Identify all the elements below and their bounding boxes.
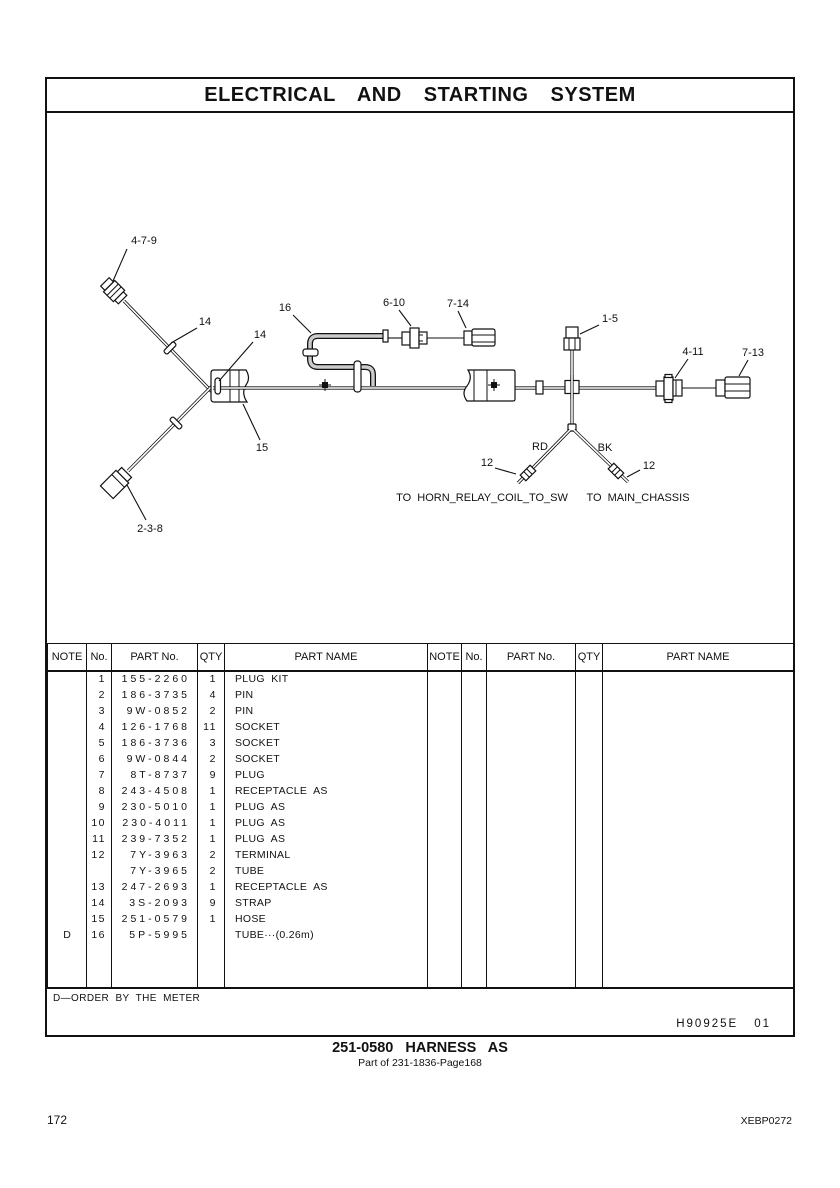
note-legend: D—ORDER BY THE METER: [53, 993, 201, 1004]
callout-7-13: 7-13: [741, 347, 765, 359]
header-part-no: PART No.: [112, 644, 198, 671]
leader-lines: [113, 249, 748, 520]
header-no: No.: [87, 644, 112, 671]
title-bar: [47, 79, 793, 113]
harness-diagram: [47, 113, 793, 645]
header-no: No.: [462, 644, 487, 671]
doc-code: [676, 1018, 771, 1030]
table-row: 13 247-2693 1 RECEPTACLE AS: [48, 879, 794, 895]
table-row: 4 126-1768 11 SOCKET: [48, 719, 794, 735]
part-subtitle: Part of 231-1836-Page168: [358, 1057, 482, 1069]
page-title: ELECTRICAL AND STARTING SYSTEM: [204, 84, 636, 106]
callout-7-14: 7-14: [446, 298, 470, 310]
destination-main-chassis: TO MAIN_CHASSIS: [586, 492, 690, 504]
header-note: NOTE: [48, 644, 87, 671]
tube-clamp: [303, 349, 318, 356]
tube-clamp: [354, 361, 361, 392]
table-row: 15 251-0579 1 HOSE: [48, 911, 794, 927]
header-part-name: PART NAME: [603, 644, 794, 671]
page-number: 172: [47, 1113, 68, 1127]
callout-14-b: 14: [253, 329, 267, 341]
header-note: NOTE: [428, 644, 462, 671]
connector-1-5: [564, 327, 580, 350]
media-number: XEBP0272: [740, 1115, 792, 1127]
hose-block-15: [211, 370, 249, 402]
callout-1-5: 1-5: [602, 313, 618, 325]
callout-4-11: 4-11: [682, 346, 704, 358]
parts-table-body: [48, 671, 794, 988]
callout-6-10: 6-10: [382, 297, 406, 309]
header-qty: QTY: [198, 644, 225, 671]
connector-7-13: [716, 377, 750, 398]
header-part-name: PART NAME: [225, 644, 428, 671]
connector-4-11: [656, 375, 682, 403]
table-row: 9 230-5010 1 PLUG AS: [48, 799, 794, 815]
callout-12-right: 12: [642, 460, 656, 472]
table-row: 5 186-3736 3 SOCKET: [48, 735, 794, 751]
table-row: 2 186-3735 4 PIN: [48, 687, 794, 703]
callout-2-3-8: 2-3-8: [137, 523, 163, 535]
destination-horn-relay: TO HORN_RELAY_COIL_TO_SW: [396, 492, 568, 504]
table-row: 7Y-3965 2 TUBE: [48, 863, 794, 879]
table-row: 8 243-4508 1 RECEPTACLE AS: [48, 783, 794, 799]
tube-16: [303, 330, 388, 392]
page-frame: [45, 77, 795, 1037]
callout-14-a: 14: [198, 316, 212, 328]
callout-4-7-9: 4-7-9: [131, 235, 157, 247]
table-row: 1 155-2260 1 PLUG KIT: [48, 671, 794, 687]
table-row: 11 239-7352 1 PLUG AS: [48, 831, 794, 847]
header-qty: QTY: [576, 644, 603, 671]
table-row: 3 9W-0852 2 PIN: [48, 703, 794, 719]
table-row: 12 7Y-3963 2 TERMINAL: [48, 847, 794, 863]
table-row: 6 9W-0844 2 SOCKET: [48, 751, 794, 767]
table-row: 7 8T-8737 9 PLUG: [48, 767, 794, 783]
wire-label-rd: RD: [532, 441, 548, 453]
note-band: [47, 987, 793, 1035]
callout-15: 15: [255, 442, 269, 454]
doc-code-value: H90925E: [676, 1018, 739, 1030]
table-filler-row: [48, 943, 794, 988]
parts-table-header: [48, 644, 794, 671]
doc-revision: 01: [754, 1018, 771, 1030]
wire-label-bk: BK: [597, 442, 613, 454]
table-row: 10 230-4011 1 PLUG AS: [48, 815, 794, 831]
fitting-6-10: [402, 328, 427, 348]
table-row: D 16 5P-5995 TUBE···(0.26m): [48, 927, 794, 943]
callout-16: 16: [278, 302, 292, 314]
callout-12-left: 12: [480, 457, 494, 469]
header-part-no: PART No.: [487, 644, 576, 671]
parts-table: [47, 643, 794, 987]
connector-7-14: [464, 329, 495, 346]
part-title: 251-0580 HARNESS AS: [332, 1040, 508, 1056]
table-row: 14 3S-2093 9 STRAP: [48, 895, 794, 911]
